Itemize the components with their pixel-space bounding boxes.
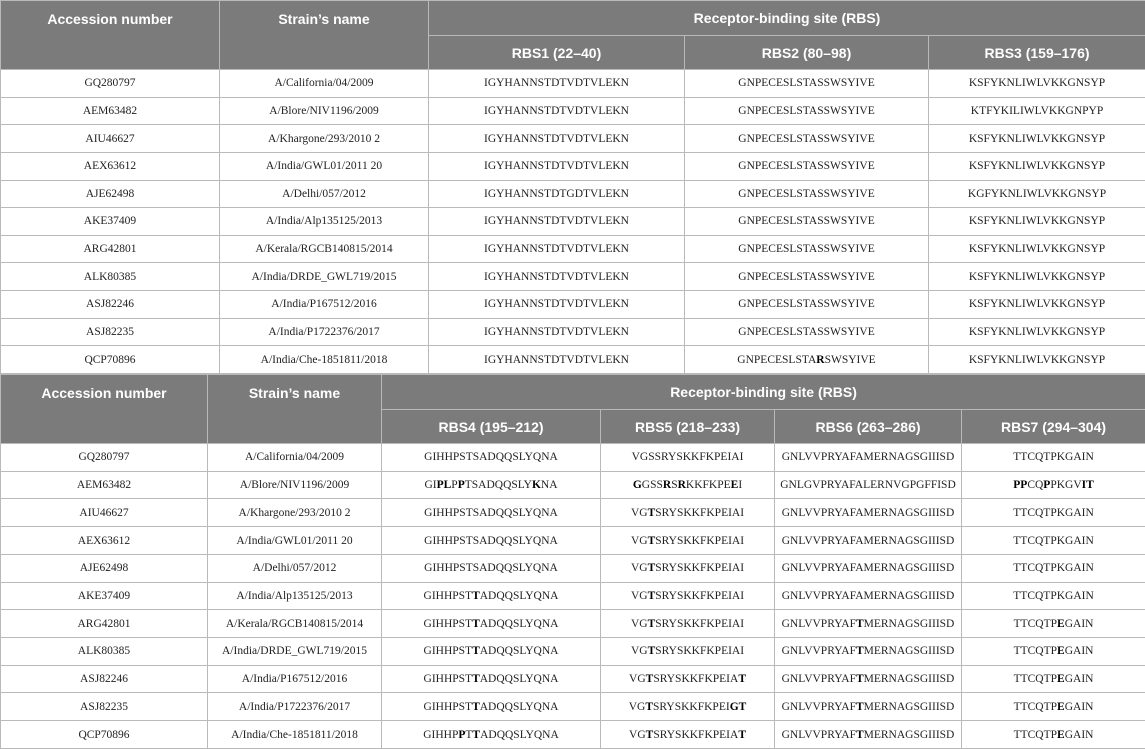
strain-cell: A/India/Che-1851811/2018 (220, 346, 429, 374)
sequence-cell: IGYHANNSTDTVDTVLEKN (429, 346, 685, 374)
rbs-table-1 (0, 0, 1145, 374)
table-row (1, 263, 1145, 291)
accession-cell: ALK80385 (1, 638, 208, 666)
accession-cell: ASJ82235 (1, 318, 220, 346)
sequence-cell: IGYHANNSTDTVDTVLEKN (429, 152, 685, 180)
sequence-cell: GNLVVPRYAFAMERNAGSGIIISD (775, 444, 962, 472)
strain-cell: A/India/GWL01/2011 20 (208, 527, 382, 555)
strain-cell: A/Blore/NIV1196/2009 (220, 97, 429, 125)
sequence-cell: TTCQTPEGAIN (962, 693, 1145, 721)
accession-cell: AJE62498 (1, 180, 220, 208)
sequence-cell: GGSSRSRKKFKPEEI (601, 471, 775, 499)
sequence-cell: GNPECESLSTASSWSYIVE (685, 97, 929, 125)
sequence-cell: GNLVVPRYAFTMERNAGSGIIISD (775, 610, 962, 638)
sequence-cell: VGTSRYSKKFKPEIAT (601, 665, 775, 693)
sequence-cell: GNPECESLSTARSWSYIVE (685, 346, 929, 374)
strain-cell: A/India/GWL01/2011 20 (220, 152, 429, 180)
sequence-cell: IGYHANNSTDTVDTVLEKN (429, 318, 685, 346)
accession-cell: ALK80385 (1, 263, 220, 291)
sequence-cell: VGTSRYSKKFKPEIAI (601, 582, 775, 610)
sequence-cell: GIPLPPTSADQQSLYKNA (382, 471, 601, 499)
accession-cell: ARG42801 (1, 610, 208, 638)
accession-cell: ASJ82235 (1, 693, 208, 721)
sequence-cell: IGYHANNSTDTVDTVLEKN (429, 97, 685, 125)
sequence-cell: PPCQPPKGVIT (962, 471, 1145, 499)
sequence-cell: TTCQTPEGAIN (962, 721, 1145, 749)
table-row (1, 527, 1145, 555)
strain-cell: A/India/P1722376/2017 (220, 318, 429, 346)
sequence-cell: KSFYKNLIWLVKKGNSYP (929, 235, 1145, 263)
table-row (1, 152, 1145, 180)
sequence-cell: IGYHANNSTDTVDTVLEKN (429, 125, 685, 153)
sequence-cell: KTFYKILIWLVKKGNPYP (929, 97, 1145, 125)
strain-cell: A/India/P167512/2016 (208, 665, 382, 693)
header-accession: Accession number (1, 1, 220, 70)
table-row (1, 693, 1145, 721)
sequence-cell: VGTSRYSKKFKPEIAI (601, 638, 775, 666)
sequence-cell: GNLVVPRYAFTMERNAGSGIIISD (775, 693, 962, 721)
table-row (1, 638, 1145, 666)
header-rbs5: RBS5 (218–233) (601, 410, 775, 444)
sequence-cell: KSFYKNLIWLVKKGNSYP (929, 125, 1145, 153)
sequence-cell: TTCQTPEGAIN (962, 665, 1145, 693)
table-row (1, 444, 1145, 472)
sequence-cell: TTCQTPEGAIN (962, 638, 1145, 666)
sequence-cell: KSFYKNLIWLVKKGNSYP (929, 291, 1145, 319)
header-accession: Accession number (1, 375, 208, 444)
sequence-cell: IGYHANNSTDTVDTVLEKN (429, 70, 685, 98)
table-row (1, 125, 1145, 153)
strain-cell: A/India/DRDE_GWL719/2015 (208, 638, 382, 666)
sequence-cell: VGTSRYSKKFKPEIAI (601, 610, 775, 638)
sequence-cell: GNLVVPRYAFAMERNAGSGIIISD (775, 554, 962, 582)
sequence-cell: KSFYKNLIWLVKKGNSYP (929, 263, 1145, 291)
sequence-cell: GIHHPSTTADQQSLYQNA (382, 610, 601, 638)
table-row (1, 471, 1145, 499)
sequence-cell: VGTSRYSKKFKPEIAT (601, 721, 775, 749)
table-row (1, 610, 1145, 638)
sequence-cell: GNPECESLSTASSWSYIVE (685, 152, 929, 180)
accession-cell: ASJ82246 (1, 291, 220, 319)
sequence-cell: GNLGVPRYAFALERNVGPGFFISD (775, 471, 962, 499)
accession-cell: GQ280797 (1, 444, 208, 472)
header-rbs-group: Receptor-binding site (RBS) (382, 375, 1145, 410)
accession-cell: AEM63482 (1, 97, 220, 125)
strain-cell: A/Blore/NIV1196/2009 (208, 471, 382, 499)
sequence-cell: KSFYKNLIWLVKKGNSYP (929, 208, 1145, 236)
header-strain: Strain’s name (220, 1, 429, 70)
sequence-cell: GNLVVPRYAFAMERNAGSGIIISD (775, 527, 962, 555)
sequence-cell: TTCQTPEGAIN (962, 610, 1145, 638)
accession-cell: AEX63612 (1, 152, 220, 180)
header-strain: Strain’s name (208, 375, 382, 444)
sequence-cell: KGFYKNLIWLVKKGNSYP (929, 180, 1145, 208)
sequence-cell: GIHHPSTTADQQSLYQNA (382, 665, 601, 693)
sequence-cell: VGTSRYSKKFKPEIGT (601, 693, 775, 721)
sequence-cell: IGYHANNSTDTVDTVLEKN (429, 291, 685, 319)
strain-cell: A/India/Alp135125/2013 (220, 208, 429, 236)
sequence-cell: GNPECESLSTASSWSYIVE (685, 291, 929, 319)
table-2-body (1, 444, 1145, 749)
sequence-cell: VGSSRYSKKFKPEIAI (601, 444, 775, 472)
strain-cell: A/California/04/2009 (208, 444, 382, 472)
sequence-cell: GIHHPPTTADQQSLYQNA (382, 721, 601, 749)
accession-cell: ARG42801 (1, 235, 220, 263)
header-rbs3: RBS3 (159–176) (929, 36, 1145, 70)
table-row (1, 721, 1145, 749)
sequence-cell: GNPECESLSTASSWSYIVE (685, 235, 929, 263)
sequence-cell: TTCQTPKGAIN (962, 527, 1145, 555)
strain-cell: A/California/04/2009 (220, 70, 429, 98)
strain-cell: A/India/DRDE_GWL719/2015 (220, 263, 429, 291)
header-rbs6: RBS6 (263–286) (775, 410, 962, 444)
table-row (1, 180, 1145, 208)
table-row (1, 499, 1145, 527)
sequence-cell: GNPECESLSTASSWSYIVE (685, 125, 929, 153)
sequence-cell: VGTSRYSKKFKPEIAI (601, 499, 775, 527)
sequence-cell: IGYHANNSTDTVDTVLEKN (429, 263, 685, 291)
table-row (1, 665, 1145, 693)
table-row (1, 208, 1145, 236)
sequence-cell: KSFYKNLIWLVKKGNSYP (929, 318, 1145, 346)
header-rbs1: RBS1 (22–40) (429, 36, 685, 70)
sequence-cell: KSFYKNLIWLVKKGNSYP (929, 152, 1145, 180)
accession-cell: AJE62498 (1, 554, 208, 582)
strain-cell: A/Delhi/057/2012 (208, 554, 382, 582)
table-row (1, 235, 1145, 263)
accession-cell: AIU46627 (1, 125, 220, 153)
sequence-cell: GIHHPSTTADQQSLYQNA (382, 638, 601, 666)
sequence-cell: GNPECESLSTASSWSYIVE (685, 180, 929, 208)
sequence-cell: GNLVVPRYAFTMERNAGSGIIISD (775, 665, 962, 693)
table-row (1, 346, 1145, 374)
table-row (1, 582, 1145, 610)
strain-cell: A/India/P1722376/2017 (208, 693, 382, 721)
strain-cell: A/Khargone/293/2010 2 (208, 499, 382, 527)
sequence-cell: GNLVVPRYAFAMERNAGSGIIISD (775, 582, 962, 610)
accession-cell: GQ280797 (1, 70, 220, 98)
sequence-cell: VGTSRYSKKFKPEIAI (601, 554, 775, 582)
table-row (1, 70, 1145, 98)
accession-cell: QCP70896 (1, 721, 208, 749)
accession-cell: AKE37409 (1, 582, 208, 610)
sequence-cell: IGYHANNSTDTVDTVLEKN (429, 208, 685, 236)
table-row (1, 97, 1145, 125)
strain-cell: A/India/Alp135125/2013 (208, 582, 382, 610)
sequence-cell: GIHHPSTTADQQSLYQNA (382, 693, 601, 721)
header-rbs4: RBS4 (195–212) (382, 410, 601, 444)
sequence-cell: TTCQTPKGAIN (962, 554, 1145, 582)
sequence-cell: TTCQTPKGAIN (962, 444, 1145, 472)
sequence-cell: GNPECESLSTASSWSYIVE (685, 318, 929, 346)
header-rbs2: RBS2 (80–98) (685, 36, 929, 70)
sequence-cell: GIHHPSTTADQQSLYQNA (382, 582, 601, 610)
sequence-cell: GNLVVPRYAFTMERNAGSGIIISD (775, 721, 962, 749)
sequence-cell: GNPECESLSTASSWSYIVE (685, 208, 929, 236)
strain-cell: A/Kerala/RGCB140815/2014 (220, 235, 429, 263)
strain-cell: A/Kerala/RGCB140815/2014 (208, 610, 382, 638)
sequence-cell: TTCQTPKGAIN (962, 499, 1145, 527)
strain-cell: A/India/P167512/2016 (220, 291, 429, 319)
sequence-cell: GIHHPSTSADQQSLYQNA (382, 554, 601, 582)
sequence-cell: IGYHANNSTDTVDTVLEKN (429, 235, 685, 263)
sequence-cell: KSFYKNLIWLVKKGNSYP (929, 346, 1145, 374)
table-row (1, 291, 1145, 319)
accession-cell: AIU46627 (1, 499, 208, 527)
header-rbs-group: Receptor-binding site (RBS) (429, 1, 1145, 36)
table-row (1, 318, 1145, 346)
accession-cell: QCP70896 (1, 346, 220, 374)
accession-cell: AKE37409 (1, 208, 220, 236)
sequence-cell: IGYHANNSTDTGDTVLEKN (429, 180, 685, 208)
accession-cell: ASJ82246 (1, 665, 208, 693)
sequence-cell: GNPECESLSTASSWSYIVE (685, 263, 929, 291)
table-row (1, 554, 1145, 582)
sequence-cell: GIHHPSTSADQQSLYQNA (382, 499, 601, 527)
strain-cell: A/Khargone/293/2010 2 (220, 125, 429, 153)
sequence-cell: GNLVVPRYAFTMERNAGSGIIISD (775, 638, 962, 666)
accession-cell: AEM63482 (1, 471, 208, 499)
sequence-cell: GIHHPSTSADQQSLYQNA (382, 444, 601, 472)
sequence-cell: GNLVVPRYAFAMERNAGSGIIISD (775, 499, 962, 527)
sequence-cell: GNPECESLSTASSWSYIVE (685, 70, 929, 98)
sequence-cell: GIHHPSTSADQQSLYQNA (382, 527, 601, 555)
rbs-table-2 (0, 374, 1145, 749)
header-rbs7: RBS7 (294–304) (962, 410, 1145, 444)
sequence-cell: VGTSRYSKKFKPEIAI (601, 527, 775, 555)
accession-cell: AEX63612 (1, 527, 208, 555)
sequence-cell: KSFYKNLIWLVKKGNSYP (929, 70, 1145, 98)
strain-cell: A/India/Che-1851811/2018 (208, 721, 382, 749)
table-1-body (1, 70, 1145, 374)
strain-cell: A/Delhi/057/2012 (220, 180, 429, 208)
sequence-cell: TTCQTPKGAIN (962, 582, 1145, 610)
